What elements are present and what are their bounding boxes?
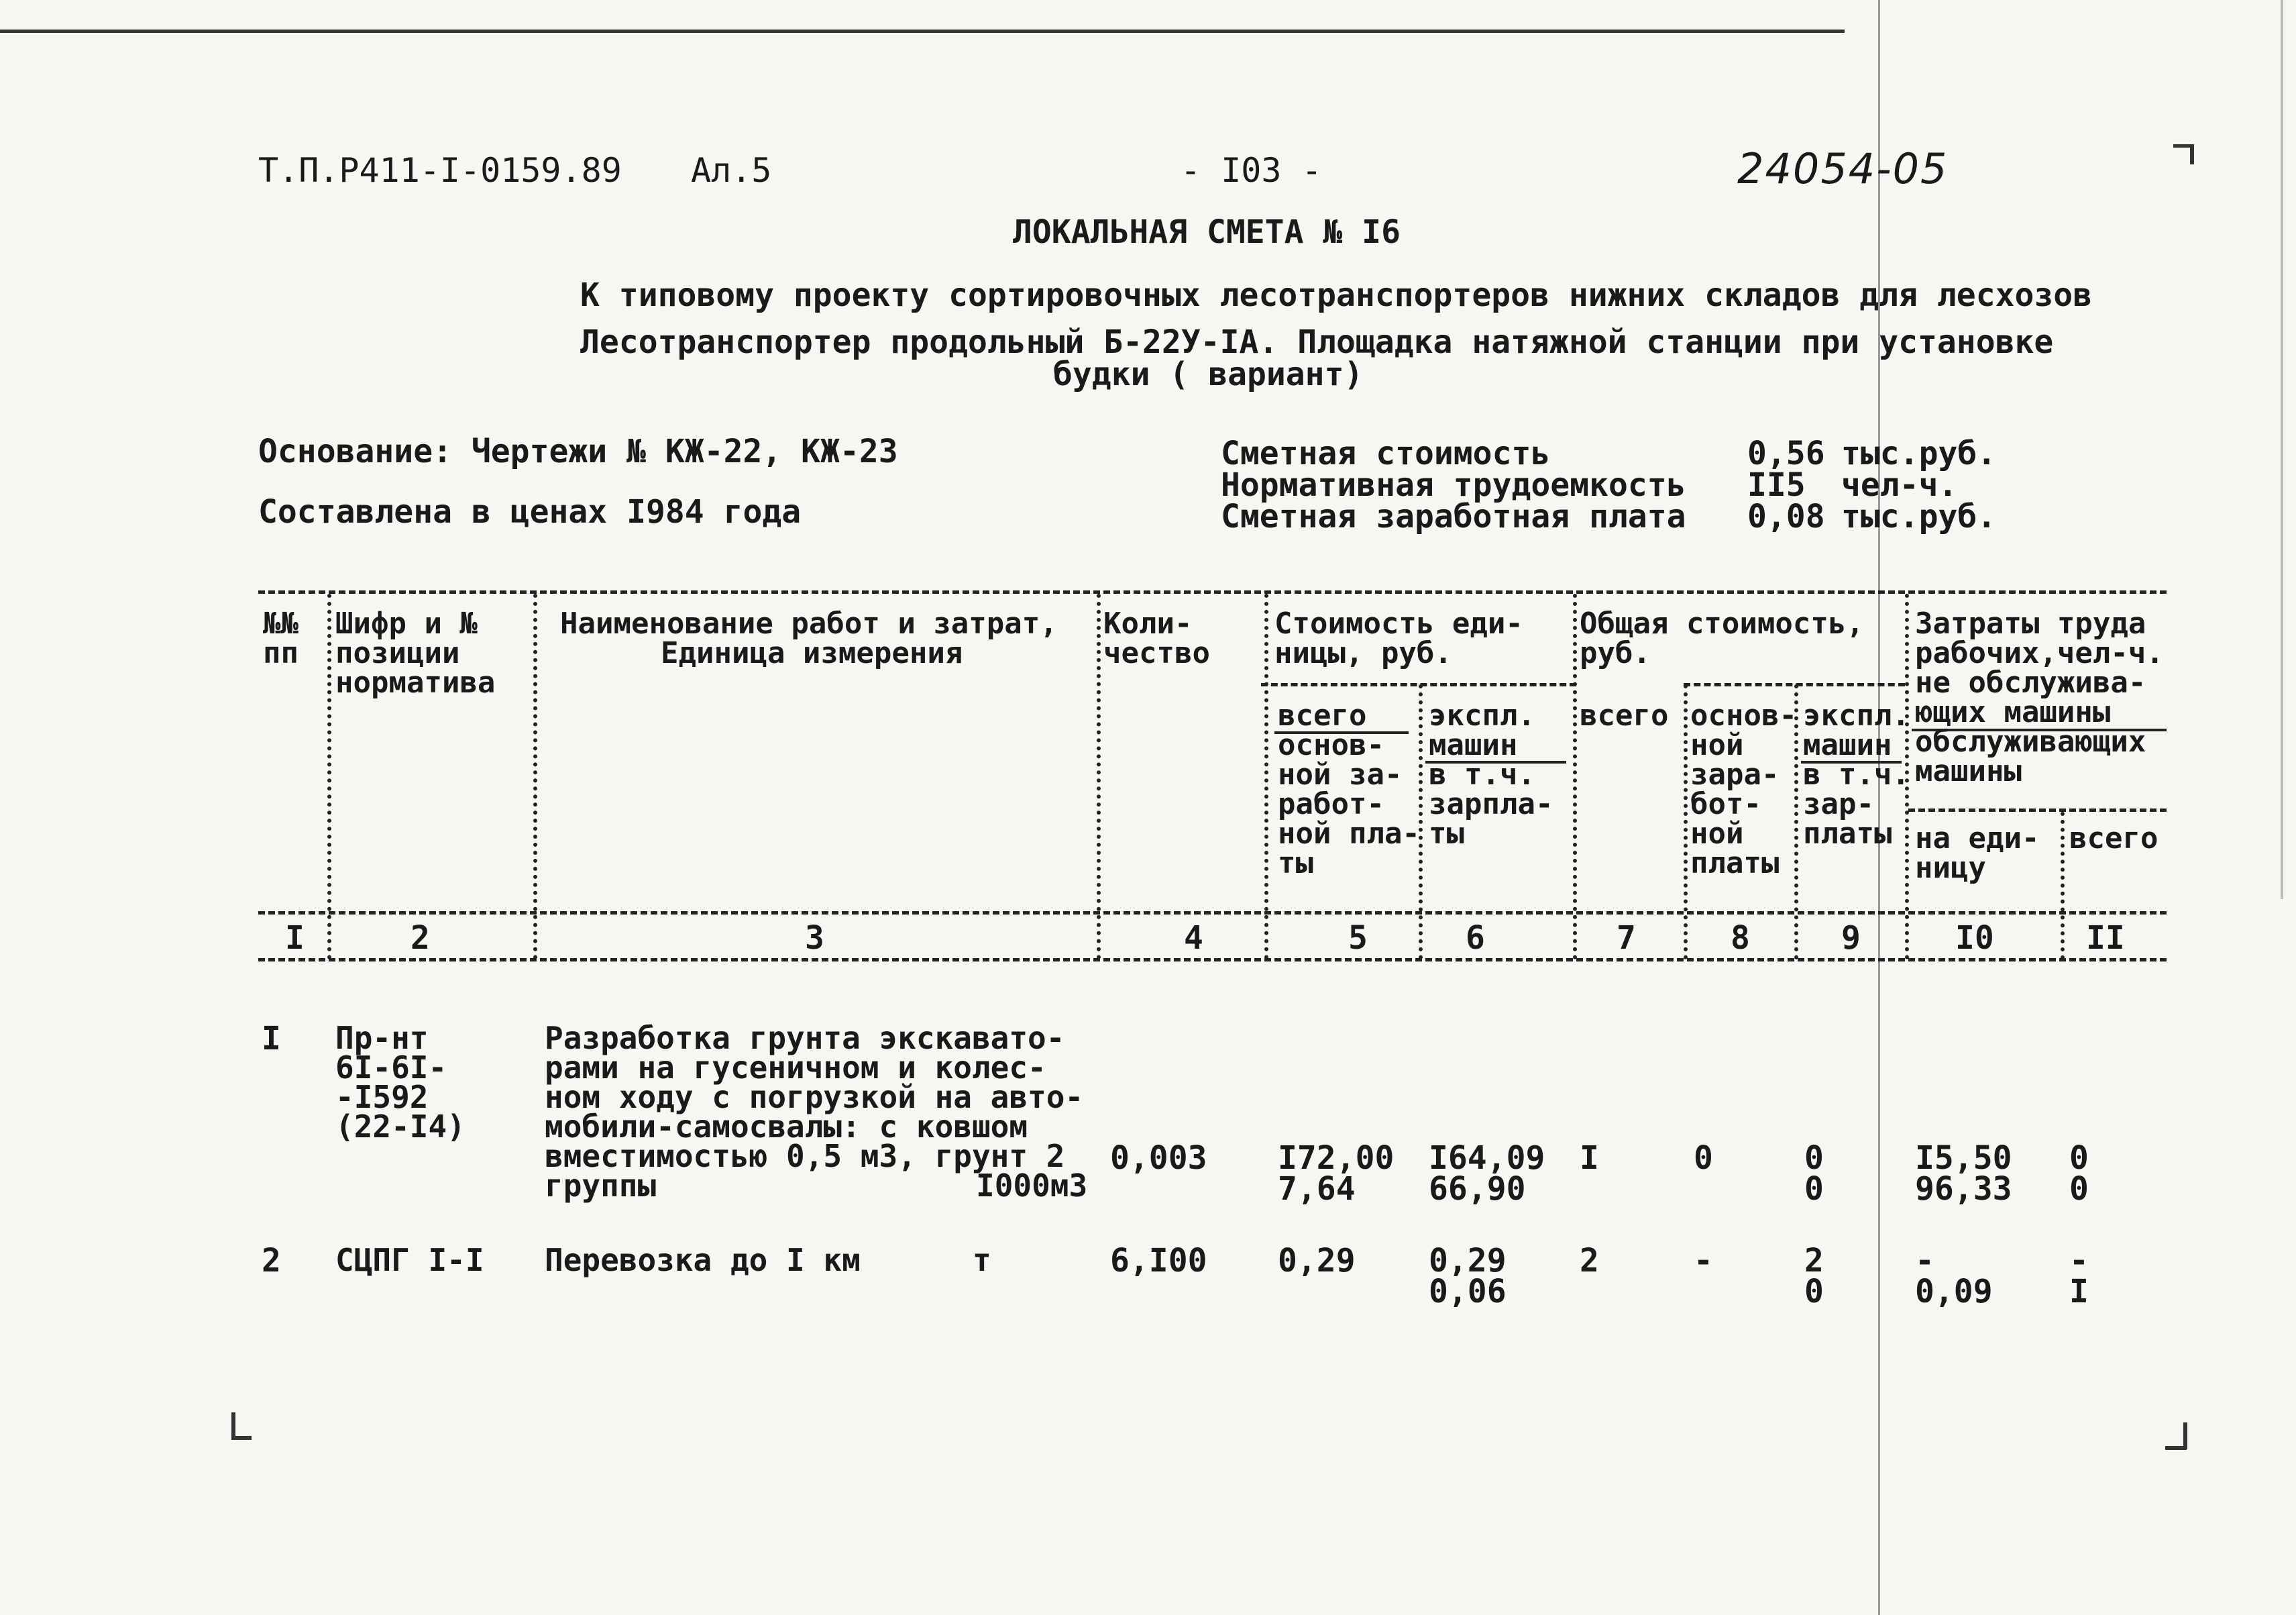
row1-c11-2: 0	[2069, 1170, 2089, 1208]
summary-label-wage: Сметная заработная плата	[1221, 498, 1686, 535]
th-c5-5: ной пла-	[1278, 817, 1420, 851]
th-c6-5: ты	[1429, 817, 1464, 851]
row2-c11-1: -	[2069, 1242, 2089, 1280]
row1-c10-1: I5,50	[1915, 1139, 2012, 1177]
th-c9-2: машин	[1803, 728, 1892, 762]
summary-label-labor: Нормативная трудоемкость	[1221, 466, 1686, 504]
row2-c7: 2	[1580, 1242, 1599, 1280]
row1-num: I	[262, 1020, 281, 1057]
table-header-bottom-rule	[258, 911, 2167, 915]
subtitle-line-1: К типовому проекту сортировочных лесотранспортеров нижних складов для лесхозов	[580, 276, 2093, 314]
sheet-number: Ал.5	[691, 151, 772, 190]
row2-unit: т	[973, 1242, 991, 1278]
th-c8-5: ной	[1690, 817, 1744, 851]
row1-c8: 0	[1694, 1139, 1713, 1177]
row1-c6-1: I64,09	[1429, 1139, 1545, 1177]
th-c9-5: платы	[1803, 817, 1892, 851]
th-code-1: Шифр и №	[335, 607, 478, 641]
th-c6-1: экспл.	[1429, 698, 1535, 733]
th-labor-6: машины	[1915, 754, 2022, 788]
summary-value-labor: II5	[1747, 466, 1806, 504]
colnum-3: 3	[805, 919, 824, 957]
summary-unit-wage: тыс.руб.	[1841, 498, 1997, 535]
th-total-cost-1: Общая стоимость,	[1580, 607, 1864, 641]
th-c9-4: зар-	[1803, 787, 1874, 821]
corner-mark-top-right-h	[2173, 144, 2193, 148]
row1-c9-1: 0	[1804, 1139, 1824, 1177]
row2-num: 2	[262, 1242, 281, 1280]
th-name-1: Наименование работ и затрат,	[560, 607, 1058, 641]
th-name-2: Единица измерения	[661, 636, 963, 670]
prices-text: Составлена в ценах I984 года	[258, 493, 802, 531]
summary-value-cost: 0,56	[1747, 435, 1825, 472]
th-c11-1: всего	[2069, 821, 2158, 855]
row2-c11-2: I	[2069, 1273, 2089, 1310]
row2-name: Перевозка до I км	[545, 1242, 861, 1278]
col-divider-10	[2061, 812, 2065, 959]
th-num-2: пп	[263, 636, 298, 670]
th-qty-2: чество	[1103, 636, 1210, 670]
col-divider-6	[1573, 594, 1577, 959]
row1-c6-2: 66,90	[1429, 1170, 1526, 1208]
th-c10-1: на еди-	[1915, 821, 2040, 855]
row2-code: СЦПГ I-I	[335, 1242, 484, 1278]
row2-c8: -	[1694, 1242, 1713, 1280]
colnum-10: I0	[1955, 919, 1994, 957]
col-divider-1	[327, 594, 331, 959]
th-c8-4: бот-	[1690, 787, 1761, 821]
corner-mark-bottom-left-h	[231, 1436, 252, 1440]
top-edge-line	[0, 30, 1845, 33]
row2-c10-2: 0,09	[1915, 1273, 1993, 1310]
handwritten-number: 24054-05	[1737, 144, 1949, 193]
th-c7-1: всего	[1580, 698, 1669, 733]
row1-name-5: вместимостью 0,5 м3, грунт 2	[545, 1138, 1065, 1174]
colnum-4: 4	[1184, 919, 1203, 957]
row2-c9-1: 2	[1804, 1242, 1824, 1280]
row1-name-4: мобили-самосвалы: с ковшом	[545, 1108, 1028, 1145]
row1-qty: 0,003	[1110, 1139, 1207, 1177]
th-unit-cost-1: Стоимость еди-	[1274, 607, 1523, 641]
th-c6-2: машин	[1429, 728, 1518, 762]
th-labor-2: рабочих,чел-ч.	[1915, 636, 2164, 670]
row1-code-2: 6I-6I-	[335, 1049, 447, 1086]
table-subheader-rule-labor	[1908, 809, 2167, 812]
th-c5-6: ты	[1278, 846, 1313, 880]
th-code-2: позиции	[335, 636, 460, 670]
th-c9-1: экспл.	[1803, 698, 1910, 733]
th-num-1: №№	[263, 607, 298, 641]
right-fold-line-2	[2281, 0, 2283, 899]
th-c8-3: зара-	[1690, 758, 1780, 792]
colnum-5: 5	[1348, 919, 1368, 957]
colnum-11: II	[2086, 919, 2125, 957]
th-c9-3: в т.ч.	[1803, 758, 1910, 792]
table-top-rule	[258, 590, 2167, 594]
col-divider-4	[1264, 594, 1268, 959]
th-qty-1: Коли-	[1103, 607, 1193, 641]
row1-c11-1: 0	[2069, 1139, 2089, 1177]
row1-name-6: группы	[545, 1167, 657, 1204]
th-labor-5: обслуживающих	[1915, 725, 2146, 759]
subtitle-line-3: будки ( вариант)	[1053, 356, 1364, 393]
row2-c6-2: 0,06	[1429, 1273, 1507, 1310]
doc-code: Т.П.Р411-I-0159.89	[258, 151, 622, 190]
right-fold-line	[1878, 0, 1880, 1615]
colnum-9: 9	[1841, 919, 1861, 957]
subtitle-line-2: Лесотранспортер продольный Б-22У-IA. Площадка натяжной станции при установке	[580, 323, 2054, 361]
summary-label-cost: Сметная стоимость	[1221, 435, 1551, 472]
th-c6-3: в т.ч.	[1429, 758, 1535, 792]
th-c5-3: ной за-	[1278, 758, 1403, 792]
th-c8-6: платы	[1690, 846, 1780, 880]
row1-code-1: Пр-нт	[335, 1020, 429, 1056]
col-divider-2	[533, 594, 537, 959]
th-labor-1: Затраты труда	[1915, 607, 2146, 641]
row2-c6-1: 0,29	[1429, 1242, 1507, 1280]
th-unit-cost-2: ницы, руб.	[1274, 636, 1452, 670]
summary-unit-labor: чел-ч.	[1841, 466, 1958, 504]
summary-value-wage: 0,08	[1747, 498, 1825, 535]
table-colnum-bottom-rule	[258, 958, 2167, 961]
basis-text: Основание: Чертежи № КЖ-22, КЖ-23	[258, 433, 898, 470]
row1-name-3: ном ходу с погрузкой на авто-	[545, 1079, 1084, 1115]
row2-c10-1: -	[1915, 1242, 1934, 1280]
th-c5-1: всего	[1278, 698, 1367, 733]
row1-unit: I000м3	[976, 1167, 1088, 1204]
row2-qty: 6,I00	[1110, 1242, 1207, 1280]
colnum-6: 6	[1466, 919, 1485, 957]
col-divider-7	[1684, 684, 1688, 959]
th-c5-4: работ-	[1278, 787, 1384, 821]
colnum-1: I	[285, 919, 305, 957]
row2-c9-2: 0	[1804, 1273, 1824, 1310]
row1-name-2: рами на гусеничном и колес-	[545, 1049, 1046, 1086]
row2-c5: 0,29	[1278, 1242, 1356, 1280]
th-c5-2: основ-	[1278, 728, 1384, 762]
page-title: ЛОКАЛЬНАЯ СМЕТА № I6	[1013, 213, 1401, 251]
th-labor-3: не обслужива-	[1915, 666, 2146, 700]
col-divider-3	[1097, 594, 1101, 959]
colnum-7: 7	[1617, 919, 1636, 957]
summary-unit-cost: тыс.руб.	[1841, 435, 1997, 472]
th-c8-2: ной	[1690, 728, 1744, 762]
row1-c10-2: 96,33	[1915, 1170, 2012, 1208]
th-total-cost-2: руб.	[1580, 636, 1651, 670]
row1-code-4: (22-I4)	[335, 1108, 466, 1145]
corner-mark-bottom-left	[231, 1412, 235, 1439]
corner-mark-bottom-right	[2183, 1422, 2187, 1449]
colnum-2: 2	[411, 919, 430, 957]
row1-c5-2: 7,64	[1278, 1170, 1356, 1208]
colnum-8: 8	[1731, 919, 1750, 957]
row1-c7: I	[1580, 1139, 1599, 1177]
page-number: - I03 -	[1181, 151, 1322, 190]
row1-c5-1: I72,00	[1278, 1139, 1395, 1177]
th-c6-4: зарпла-	[1429, 787, 1553, 821]
row1-name-1: Разработка грунта экскавато-	[545, 1020, 1065, 1056]
th-c8-1: основ-	[1690, 698, 1797, 733]
th-labor-4: ющих машины	[1915, 695, 2111, 729]
row1-code-3: -I592	[335, 1079, 429, 1115]
th-code-3: норматива	[335, 666, 496, 700]
th-c10-2: ницу	[1915, 851, 1986, 885]
corner-mark-bottom-right-h	[2165, 1446, 2187, 1450]
row1-c9-2: 0	[1804, 1170, 1824, 1208]
